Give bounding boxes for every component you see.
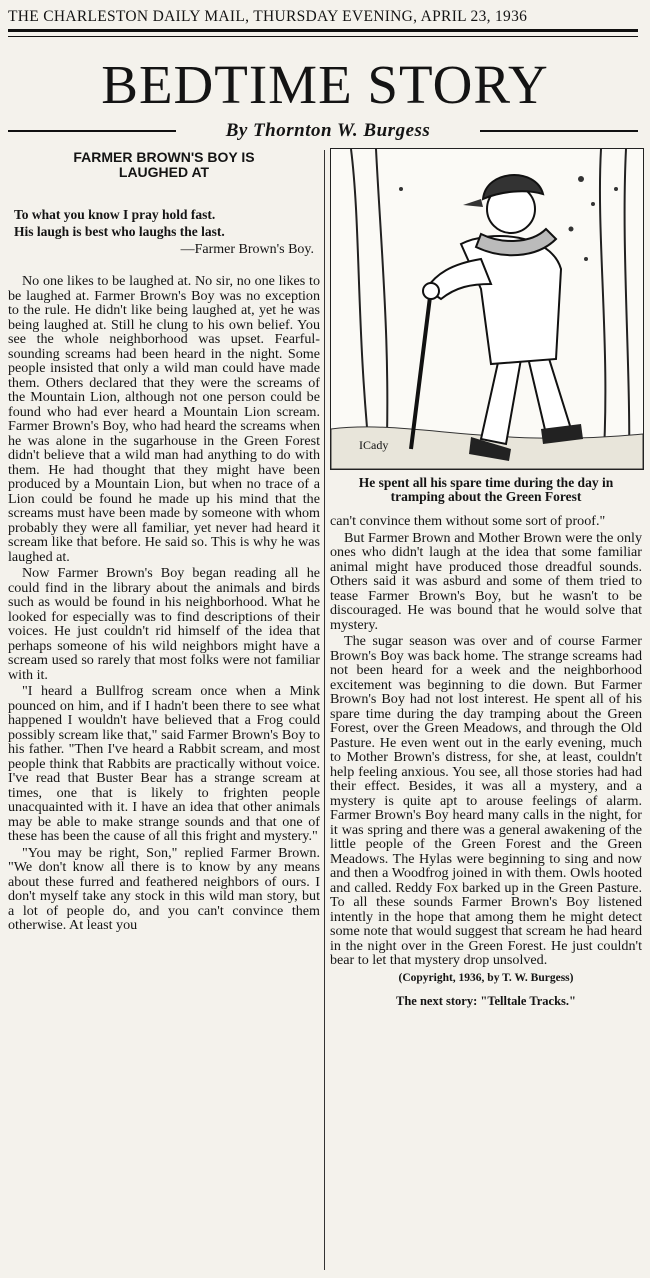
verse-author: —Farmer Brown's Boy.: [180, 242, 314, 257]
masthead: THE CHARLESTON DAILY MAIL, THURSDAY EVENING, APRIL 23, 1936: [8, 8, 528, 25]
copyright-notice: (Copyright, 1936, by T. W. Burgess): [398, 971, 574, 984]
hand: [423, 283, 439, 299]
masthead-rule-thin: [8, 36, 638, 37]
next-story-teaser: The next story: "Telltale Tracks.": [396, 993, 576, 1008]
paragraph: "You may be right, Son," replied Farmer Brown. "We don't know all there is to know by any means about these furred and feathered neighbors of ours. I don't myself take any stock in this wild man story, but a lot of people do, and you can't convince them otherwise. At least you: [8, 844, 320, 933]
headline-line-1: FARMER BROWN'S BOY IS: [73, 149, 255, 165]
masthead-rule: [8, 29, 638, 32]
tree-trunk: [625, 149, 630, 469]
page-title: BEDTIME STORY: [101, 54, 549, 115]
snowflake: [399, 187, 403, 191]
walking-stick: [411, 289, 431, 449]
snowflake: [569, 227, 574, 232]
tree-trunk: [351, 149, 371, 469]
paragraph: Now Farmer Brown's Boy began reading all he could find in the library about the animals and birds such as would be found in his neighborhood. What he looked for especially was to find descriptions of their voices. He just couldn't rid himself of the idea that perhaps someone of his wild neighbors might have a scream used so rarely that most folks were not familiar with it.: [8, 565, 320, 683]
paragraph: No one likes to be laughed at. No sir, no one likes to be laughed at. Farmer Brown's Boy was no exception to the rule. He didn't like being laughed at, yet he was being laughed at. Still he clung to his own belief. You see the whole neighborhood was upset. Fearful-sounding screams had been heard in the night. Some people insisted that only a wild man could have made them. Others declared that they were the screams of the Mountain Lion, although not one person could be found who had ever heard a Mountain Lion scream. Farmer Brown's Boy, who had heard the screams when he was alone in the sugarhouse in the Green Forest didn't believe that a wild man had anything to do with them. He had thought that they might have been produced by a Mountain Lion, but when no trace of a Lion could be found he made up his mind that the screams must have been made by someone with whom probably they were all familiar, yet never had heard it scream like that before. He said so. This is why he was laughed at.: [8, 273, 320, 565]
byline-rule-left: [8, 130, 176, 132]
paragraph: "I heard a Bullfrog scream once when a Mink pounced on him, and if I hadn't been there to see what happened I wouldn't have believed that a Frog could possibly scream like that," said Farmer Brown's Boy to his father. "Then I've heard a Rabbit scream, and most people think that Rabbits are practically without voice. I've read that Buster Bear has a strange scream at times, one that is likely to frighten people unacquainted with it. I have an idea that other animals may be able to make strange sounds and that one of these has been the cause of all this fright and mystery.": [8, 683, 320, 844]
story-headline: [8, 150, 320, 180]
right-body-text: [330, 514, 642, 968]
boy-walking-illustration: [331, 149, 643, 469]
cap-brim: [463, 199, 483, 207]
tree-trunk: [376, 149, 387, 469]
right-column: [330, 148, 642, 1009]
artist-signature: ICady: [359, 438, 389, 452]
verse-line-2: His laugh is best who laughs the last.: [14, 224, 225, 239]
paragraph: can't convince them without some sort of proof.": [330, 513, 606, 529]
story-illustration: [330, 148, 644, 470]
snowflake: [591, 202, 595, 206]
byline: By Thornton W. Burgess: [225, 120, 431, 141]
snowflake: [578, 176, 584, 182]
byline-rule-right: [480, 130, 638, 132]
paragraph: The sugar season was over and of course Farmer Brown's Boy was back home. The strange screams had not been heard for a week and the neighborhood excitement was beginning to die down. But Farmer Brown's Boy had not lost interest. He spent all of his spare time during the day tramping about the Green Forest, over the Green Meadows, and through the Old Pasture. He even went out in the early evening, much to Mother Brown's distress, for she, at least, couldn't help feeling anxious. You see, all those stories had had their effect. Besides, it was all a mystery, and a mystery is quite apt to arouse feelings of alarm. Farmer Brown's Boy heard many calls in the night, for it was spring and there was a general awakening of the little people of the Green Forest and the Green Meadows. The Hylas were beginning to sing and now and then a Woodfrog joined in with them. Owls hooted and called. Reddy Fox barked up in the Green Pasture. To all these sounds Farmer Brown's Boy listened intently in the hope that among them he might detect some note that would suggest that scream he had heard in the night over in the Green Forest. He just couldn't bear to let that mystery drop unsolved.: [330, 633, 642, 968]
snowflake: [614, 187, 618, 191]
left-column: [8, 148, 320, 935]
illustration-caption: He spent all his spare time during the day in tramping about the Green Forest: [358, 475, 614, 504]
byline-row: [8, 120, 638, 142]
snowflake: [584, 257, 588, 261]
left-body-text: [8, 274, 320, 933]
headline-line-2: LAUGHED AT: [118, 164, 210, 180]
column-divider: [324, 150, 325, 1270]
epigraph-verse: [14, 208, 320, 239]
verse-line-1: To what you know I pray hold fast.: [14, 207, 216, 222]
tree-trunk: [600, 149, 605, 469]
paragraph: But Farmer Brown and Mother Brown were the only ones who didn't laugh at the idea that some familiar animal might have produced those dreadful sounds. Others said it was asburd and some of them tried to tease Farmer Brown's Boy, but he wasn't to be discouraged. He was bound that he would solve that mystery.: [330, 529, 642, 633]
